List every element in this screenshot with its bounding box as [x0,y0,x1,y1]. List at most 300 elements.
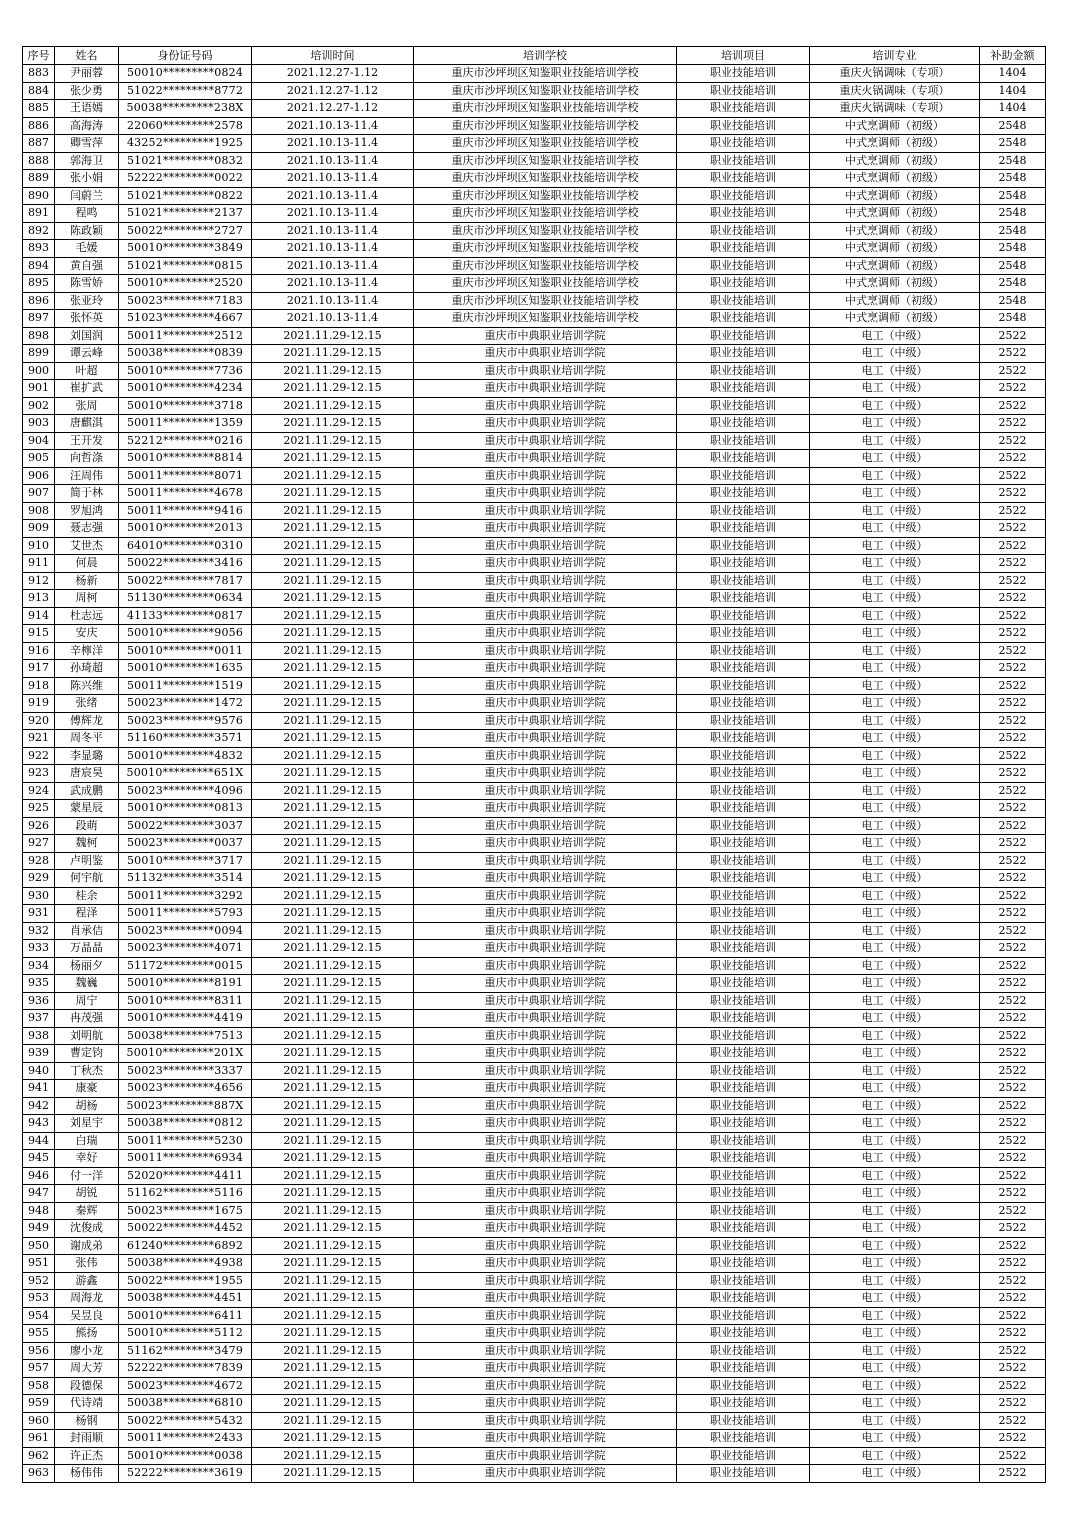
cell-training-program: 职业技能培训 [677,1062,810,1080]
cell-training-school: 重庆市中典职业培训学院 [414,835,677,853]
cell-training-period: 2021.11.29-12.15 [252,1027,414,1045]
cell-training-period: 2021.11.29-12.15 [252,380,414,398]
cell-id-number: 50022*********1955 [119,1272,252,1290]
cell-subsidy-amount: 2548 [980,310,1046,328]
cell-training-program: 职业技能培训 [677,275,810,293]
cell-training-period: 2021.11.29-12.15 [252,695,414,713]
cell-training-program: 职业技能培训 [677,1010,810,1028]
cell-training-school: 重庆市沙坪坝区知鉴职业技能培训学校 [414,257,677,275]
cell-training-school: 重庆市中典职业培训学院 [414,1097,677,1115]
cell-training-period: 2021.11.29-12.15 [252,1097,414,1115]
cell-training-period: 2021.10.13-11.4 [252,292,414,310]
cell-subsidy-amount: 2548 [980,152,1046,170]
table-row [23,1220,1046,1238]
table-row [23,1045,1046,1063]
cell-training-program: 职业技能培训 [677,1097,810,1115]
cell-training-major: 电工（中级） [810,730,980,748]
table-row [23,1185,1046,1203]
cell-training-period: 2021.11.29-12.15 [252,747,414,765]
cell-id-number: 50011*********2512 [119,327,252,345]
cell-training-school: 重庆市中典职业培训学院 [414,782,677,800]
cell-name: 何宇航 [55,870,119,888]
cell-training-school: 重庆市中典职业培训学院 [414,1272,677,1290]
cell-id-number: 50023*********7183 [119,292,252,310]
table-row [23,485,1046,503]
cell-training-school: 重庆市沙坪坝区知鉴职业技能培训学校 [414,187,677,205]
cell-training-school: 重庆市中典职业培训学院 [414,520,677,538]
table-row [23,590,1046,608]
cell-id-number: 50011*********1519 [119,677,252,695]
cell-training-major: 电工（中级） [810,1430,980,1448]
table-row [23,625,1046,643]
cell-subsidy-amount: 2548 [980,170,1046,188]
cell-training-major: 中式烹调师（初级） [810,117,980,135]
cell-seq: 953 [23,1290,55,1308]
cell-name: 陈兴维 [55,677,119,695]
cell-training-program: 职业技能培训 [677,397,810,415]
table-row [23,240,1046,258]
cell-name: 付一洋 [55,1167,119,1185]
table-row [23,1272,1046,1290]
cell-name: 段德保 [55,1377,119,1395]
cell-id-number: 50038*********4451 [119,1290,252,1308]
cell-training-period: 2021.11.29-12.15 [252,1150,414,1168]
cell-training-period: 2021.11.29-12.15 [252,870,414,888]
cell-training-school: 重庆市中典职业培训学院 [414,905,677,923]
cell-seq: 941 [23,1080,55,1098]
cell-seq: 927 [23,835,55,853]
cell-training-program: 职业技能培训 [677,362,810,380]
cell-subsidy-amount: 2522 [980,1027,1046,1045]
cell-training-period: 2021.10.13-11.4 [252,275,414,293]
cell-training-period: 2021.11.29-12.15 [252,397,414,415]
cell-training-program: 职业技能培训 [677,922,810,940]
cell-subsidy-amount: 2522 [980,1115,1046,1133]
table-row [23,1255,1046,1273]
cell-training-major: 电工（中级） [810,380,980,398]
cell-training-major: 中式烹调师（初级） [810,257,980,275]
cell-name: 聂志强 [55,520,119,538]
cell-training-school: 重庆市中典职业培训学院 [414,432,677,450]
table-row [23,537,1046,555]
cell-id-number: 51132*********3514 [119,870,252,888]
cell-training-period: 2021.11.29-12.15 [252,957,414,975]
cell-training-school: 重庆市中典职业培训学院 [414,1167,677,1185]
cell-seq: 958 [23,1377,55,1395]
cell-training-period: 2021.11.29-12.15 [252,450,414,468]
cell-training-program: 职业技能培训 [677,607,810,625]
cell-training-period: 2021.10.13-11.4 [252,240,414,258]
cell-subsidy-amount: 2522 [980,1150,1046,1168]
cell-training-major: 电工（中级） [810,1447,980,1465]
cell-seq: 930 [23,887,55,905]
cell-subsidy-amount: 1404 [980,65,1046,83]
cell-training-program: 职业技能培训 [677,240,810,258]
cell-training-period: 2021.10.13-11.4 [252,152,414,170]
table-row [23,730,1046,748]
cell-training-program: 职业技能培训 [677,1465,810,1483]
cell-training-program: 职业技能培训 [677,520,810,538]
cell-name: 杨伟伟 [55,1465,119,1483]
cell-id-number: 64010*********0310 [119,537,252,555]
cell-training-major: 电工（中级） [810,975,980,993]
cell-training-period: 2021.11.29-12.15 [252,485,414,503]
cell-seq: 892 [23,222,55,240]
cell-name: 杨丽夕 [55,957,119,975]
cell-subsidy-amount: 2522 [980,520,1046,538]
cell-seq: 959 [23,1395,55,1413]
cell-subsidy-amount: 2522 [980,800,1046,818]
cell-name: 康豪 [55,1080,119,1098]
cell-training-major: 电工（中级） [810,625,980,643]
cell-training-program: 职业技能培训 [677,257,810,275]
table-row [23,415,1046,433]
table-row [23,275,1046,293]
table-row [23,782,1046,800]
cell-name: 周宁 [55,992,119,1010]
cell-id-number: 50010*********3849 [119,240,252,258]
cell-training-major: 电工（中级） [810,642,980,660]
cell-training-program: 职业技能培训 [677,800,810,818]
cell-training-program: 职业技能培训 [677,1377,810,1395]
cell-name: 张绪 [55,695,119,713]
cell-seq: 906 [23,467,55,485]
cell-name: 谢成弟 [55,1237,119,1255]
cell-training-major: 中式烹调师（初级） [810,205,980,223]
table-row [23,1150,1046,1168]
cell-training-program: 职业技能培训 [677,1395,810,1413]
table-row [23,572,1046,590]
cell-seq: 961 [23,1430,55,1448]
cell-training-major: 重庆火锅调味（专项） [810,100,980,118]
cell-training-school: 重庆市中典职业培训学院 [414,1360,677,1378]
cell-seq: 888 [23,152,55,170]
cell-name: 孙琦超 [55,660,119,678]
cell-id-number: 50022*********5432 [119,1412,252,1430]
table-row [23,1062,1046,1080]
cell-training-program: 职业技能培训 [677,1272,810,1290]
cell-id-number: 50023*********0094 [119,922,252,940]
cell-training-program: 职业技能培训 [677,870,810,888]
cell-subsidy-amount: 2522 [980,852,1046,870]
cell-training-period: 2021.12.27-1.12 [252,82,414,100]
table-row [23,397,1046,415]
cell-training-program: 职业技能培训 [677,1447,810,1465]
cell-seq: 940 [23,1062,55,1080]
cell-subsidy-amount: 2522 [980,607,1046,625]
cell-id-number: 50010*********0824 [119,65,252,83]
cell-training-school: 重庆市中典职业培训学院 [414,957,677,975]
cell-seq: 929 [23,870,55,888]
cell-training-program: 职业技能培训 [677,292,810,310]
cell-training-period: 2021.11.29-12.15 [252,852,414,870]
table-row [23,82,1046,100]
cell-id-number: 52020*********4411 [119,1167,252,1185]
cell-subsidy-amount: 2522 [980,782,1046,800]
cell-training-period: 2021.11.29-12.15 [252,502,414,520]
cell-subsidy-amount: 2522 [980,345,1046,363]
cell-training-major: 电工（中级） [810,1412,980,1430]
cell-training-period: 2021.12.27-1.12 [252,65,414,83]
cell-training-school: 重庆市中典职业培训学院 [414,817,677,835]
cell-subsidy-amount: 2522 [980,1062,1046,1080]
cell-training-period: 2021.11.29-12.15 [252,1045,414,1063]
cell-training-major: 电工（中级） [810,327,980,345]
cell-name: 王语嫣 [55,100,119,118]
cell-id-number: 50023*********4071 [119,940,252,958]
cell-training-program: 职业技能培训 [677,1430,810,1448]
cell-training-period: 2021.11.29-12.15 [252,537,414,555]
cell-id-number: 50023*********9576 [119,712,252,730]
cell-subsidy-amount: 2548 [980,257,1046,275]
cell-name: 刘明航 [55,1027,119,1045]
table-row [23,152,1046,170]
cell-training-school: 重庆市中典职业培训学院 [414,1465,677,1483]
cell-id-number: 51130*********0634 [119,590,252,608]
cell-training-major: 电工（中级） [810,1342,980,1360]
cell-name: 郭海卫 [55,152,119,170]
cell-seq: 950 [23,1237,55,1255]
cell-subsidy-amount: 2522 [980,450,1046,468]
table-row [23,1325,1046,1343]
cell-training-period: 2021.11.29-12.15 [252,572,414,590]
cell-training-period: 2021.11.29-12.15 [252,712,414,730]
cell-training-major: 电工（中级） [810,747,980,765]
cell-id-number: 50010*********6411 [119,1307,252,1325]
cell-name: 肖承佶 [55,922,119,940]
cell-name: 卢明鉴 [55,852,119,870]
cell-subsidy-amount: 2522 [980,922,1046,940]
table-row [23,1237,1046,1255]
cell-training-period: 2021.10.13-11.4 [252,222,414,240]
cell-name: 罗旭鸿 [55,502,119,520]
cell-training-program: 职业技能培训 [677,1325,810,1343]
cell-training-period: 2021.11.29-12.15 [252,1237,414,1255]
cell-training-major: 电工（中级） [810,1062,980,1080]
cell-training-program: 职业技能培训 [677,677,810,695]
cell-seq: 942 [23,1097,55,1115]
cell-training-major: 电工（中级） [810,1237,980,1255]
cell-training-program: 职业技能培训 [677,852,810,870]
cell-id-number: 50011*********8071 [119,467,252,485]
cell-training-school: 重庆市中典职业培训学院 [414,397,677,415]
cell-id-number: 52222*********3619 [119,1465,252,1483]
cell-training-period: 2021.11.29-12.15 [252,1132,414,1150]
cell-id-number: 50010*********651X [119,765,252,783]
cell-id-number: 50038*********4938 [119,1255,252,1273]
table-row [23,222,1046,240]
cell-seq: 913 [23,590,55,608]
cell-training-period: 2021.11.29-12.15 [252,607,414,625]
cell-name: 毛媛 [55,240,119,258]
cell-subsidy-amount: 2522 [980,572,1046,590]
cell-training-program: 职业技能培训 [677,1132,810,1150]
cell-training-program: 职业技能培训 [677,1045,810,1063]
header-training-major: 培训专业 [810,47,980,65]
cell-training-school: 重庆市中典职业培训学院 [414,607,677,625]
cell-subsidy-amount: 2522 [980,537,1046,555]
cell-training-major: 电工（中级） [810,590,980,608]
table-row [23,1132,1046,1150]
table-row [23,940,1046,958]
cell-training-major: 电工（中级） [810,1325,980,1343]
cell-name: 白瑞 [55,1132,119,1150]
cell-name: 周柯 [55,590,119,608]
cell-seq: 944 [23,1132,55,1150]
table-row [23,205,1046,223]
cell-training-major: 电工（中级） [810,1465,980,1483]
cell-training-school: 重庆市中典职业培训学院 [414,1202,677,1220]
cell-training-period: 2021.11.29-12.15 [252,817,414,835]
cell-seq: 889 [23,170,55,188]
cell-training-period: 2021.11.29-12.15 [252,327,414,345]
cell-training-school: 重庆市中典职业培训学院 [414,537,677,555]
cell-id-number: 51021*********0832 [119,152,252,170]
cell-seq: 925 [23,800,55,818]
cell-training-school: 重庆市沙坪坝区知鉴职业技能培训学校 [414,222,677,240]
cell-name: 陈雪娇 [55,275,119,293]
cell-subsidy-amount: 2522 [980,362,1046,380]
table-row [23,380,1046,398]
cell-subsidy-amount: 2522 [980,1360,1046,1378]
cell-name: 沈俊成 [55,1220,119,1238]
cell-training-school: 重庆市中典职业培训学院 [414,1132,677,1150]
cell-training-major: 电工（中级） [810,695,980,713]
cell-training-program: 职业技能培训 [677,170,810,188]
cell-training-program: 职业技能培训 [677,712,810,730]
table-row [23,887,1046,905]
cell-training-period: 2021.11.29-12.15 [252,362,414,380]
cell-seq: 956 [23,1342,55,1360]
cell-id-number: 52222*********7839 [119,1360,252,1378]
cell-subsidy-amount: 2548 [980,275,1046,293]
header-name: 姓名 [55,47,119,65]
cell-seq: 914 [23,607,55,625]
cell-training-school: 重庆市中典职业培训学院 [414,450,677,468]
cell-training-school: 重庆市中典职业培训学院 [414,765,677,783]
cell-training-program: 职业技能培训 [677,660,810,678]
cell-training-period: 2021.11.29-12.15 [252,922,414,940]
cell-subsidy-amount: 2522 [980,1255,1046,1273]
cell-id-number: 50022*********4452 [119,1220,252,1238]
cell-training-program: 职业技能培训 [677,380,810,398]
cell-training-period: 2021.11.29-12.15 [252,1307,414,1325]
cell-training-program: 职业技能培训 [677,310,810,328]
cell-training-program: 职业技能培训 [677,625,810,643]
cell-training-program: 职业技能培训 [677,1185,810,1203]
cell-training-school: 重庆市中典职业培训学院 [414,327,677,345]
cell-training-major: 电工（中级） [810,1115,980,1133]
cell-seq: 945 [23,1150,55,1168]
cell-seq: 949 [23,1220,55,1238]
cell-subsidy-amount: 2522 [980,590,1046,608]
table-row [23,362,1046,380]
cell-training-major: 电工（中级） [810,362,980,380]
cell-training-period: 2021.11.29-12.15 [252,677,414,695]
cell-training-major: 电工（中级） [810,852,980,870]
table-row [23,1167,1046,1185]
cell-training-program: 职业技能培训 [677,1412,810,1430]
cell-training-major: 电工（中级） [810,502,980,520]
cell-seq: 938 [23,1027,55,1045]
cell-subsidy-amount: 2522 [980,765,1046,783]
cell-seq: 893 [23,240,55,258]
cell-training-school: 重庆市中典职业培训学院 [414,1255,677,1273]
table-row [23,852,1046,870]
cell-training-major: 电工（中级） [810,782,980,800]
cell-name: 丁秋杰 [55,1062,119,1080]
cell-training-school: 重庆市中典职业培训学院 [414,1447,677,1465]
cell-id-number: 50038*********6810 [119,1395,252,1413]
cell-seq: 922 [23,747,55,765]
cell-name: 张亚玲 [55,292,119,310]
cell-training-period: 2021.11.29-12.15 [252,800,414,818]
cell-subsidy-amount: 2522 [980,467,1046,485]
cell-name: 向哲涤 [55,450,119,468]
cell-subsidy-amount: 2522 [980,817,1046,835]
cell-subsidy-amount: 2548 [980,222,1046,240]
cell-training-school: 重庆市中典职业培训学院 [414,1115,677,1133]
cell-subsidy-amount: 2522 [980,1447,1046,1465]
cell-seq: 916 [23,642,55,660]
cell-id-number: 50038*********0812 [119,1115,252,1133]
cell-training-period: 2021.11.29-12.15 [252,432,414,450]
cell-subsidy-amount: 2522 [980,677,1046,695]
cell-training-period: 2021.11.29-12.15 [252,1465,414,1483]
table-row [23,170,1046,188]
cell-name: 傅辉龙 [55,712,119,730]
cell-seq: 905 [23,450,55,468]
cell-training-period: 2021.11.29-12.15 [252,625,414,643]
cell-training-major: 中式烹调师（初级） [810,187,980,205]
cell-id-number: 51172*********0015 [119,957,252,975]
cell-id-number: 50023*********0037 [119,835,252,853]
cell-training-program: 职业技能培训 [677,467,810,485]
cell-training-major: 电工（中级） [810,1377,980,1395]
cell-training-school: 重庆市中典职业培训学院 [414,642,677,660]
cell-training-program: 职业技能培训 [677,1220,810,1238]
table-row [23,1360,1046,1378]
table-row [23,502,1046,520]
table-row [23,1430,1046,1448]
header-seq: 序号 [23,47,55,65]
cell-seq: 946 [23,1167,55,1185]
cell-training-period: 2021.11.29-12.15 [252,1412,414,1430]
cell-subsidy-amount: 2548 [980,240,1046,258]
cell-training-period: 2021.11.29-12.15 [252,940,414,958]
cell-training-period: 2021.11.29-12.15 [252,467,414,485]
cell-training-program: 职业技能培训 [677,432,810,450]
cell-training-major: 电工（中级） [810,905,980,923]
cell-name: 卿雪萍 [55,135,119,153]
cell-training-major: 电工（中级） [810,870,980,888]
cell-training-major: 电工（中级） [810,485,980,503]
cell-id-number: 50010*********2520 [119,275,252,293]
cell-name: 武成鹏 [55,782,119,800]
cell-subsidy-amount: 2522 [980,1465,1046,1483]
cell-subsidy-amount: 2548 [980,187,1046,205]
cell-training-period: 2021.11.29-12.15 [252,1185,414,1203]
cell-name: 张怀英 [55,310,119,328]
cell-subsidy-amount: 2522 [980,1010,1046,1028]
cell-seq: 903 [23,415,55,433]
cell-training-major: 电工（中级） [810,1395,980,1413]
table-row [23,135,1046,153]
cell-training-major: 电工（中级） [810,712,980,730]
cell-training-school: 重庆市沙坪坝区知鉴职业技能培训学校 [414,310,677,328]
cell-seq: 955 [23,1325,55,1343]
cell-name: 吴昱良 [55,1307,119,1325]
